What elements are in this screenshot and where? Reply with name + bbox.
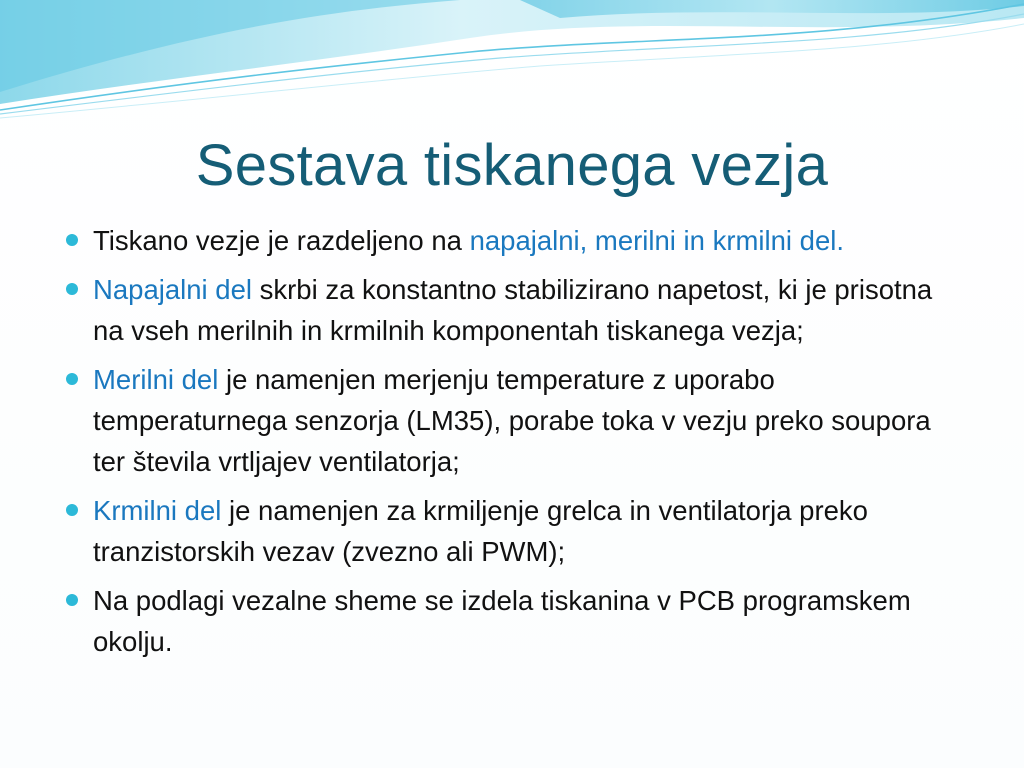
bullet-dot-icon: [66, 234, 78, 246]
bullet-item: [62, 580, 962, 662]
bullet-highlight: napajalni, merilni in krmilni del.: [469, 225, 845, 256]
bullet-dot-icon: [66, 594, 78, 606]
bullet-item: [62, 220, 962, 261]
decorative-wave-header: [0, 0, 1024, 130]
bullet-text: skrbi za konstantno stabilizirano napetost, ki je prisotna na vseh merilnih in krmilnih komponentah tiskanega vezja;: [93, 274, 933, 346]
bullet-highlight: Merilni del: [93, 364, 219, 395]
bullet-list: [62, 220, 962, 670]
bullet-text: je namenjen za krmiljenje grelca in ventilatorja preko tranzistorskih vezav (zvezno ali PWM);: [93, 495, 868, 567]
slide-title: Sestava tiskanega vezja: [195, 133, 829, 198]
bullet-highlight: Napajalni del: [93, 274, 252, 305]
bullet-item: [62, 269, 962, 351]
bullet-item: [62, 490, 962, 572]
bullet-dot-icon: [66, 373, 78, 385]
bullet-text: Na podlagi vezalne sheme se izdela tiskanina v PCB programskem okolju.: [93, 585, 911, 657]
bullet-item: [62, 359, 962, 482]
bullet-dot-icon: [66, 283, 78, 295]
bullet-highlight: Krmilni del: [93, 495, 222, 526]
bullet-text: je namenjen merjenju temperature z uporabo temperaturnega senzorja (LM35), porabe toka v vezju preko soupora ter števila vrtljajev ventilatorja;: [93, 364, 931, 477]
bullet-text: Tiskano vezje je razdeljeno na: [93, 225, 470, 256]
bullet-dot-icon: [66, 504, 78, 516]
